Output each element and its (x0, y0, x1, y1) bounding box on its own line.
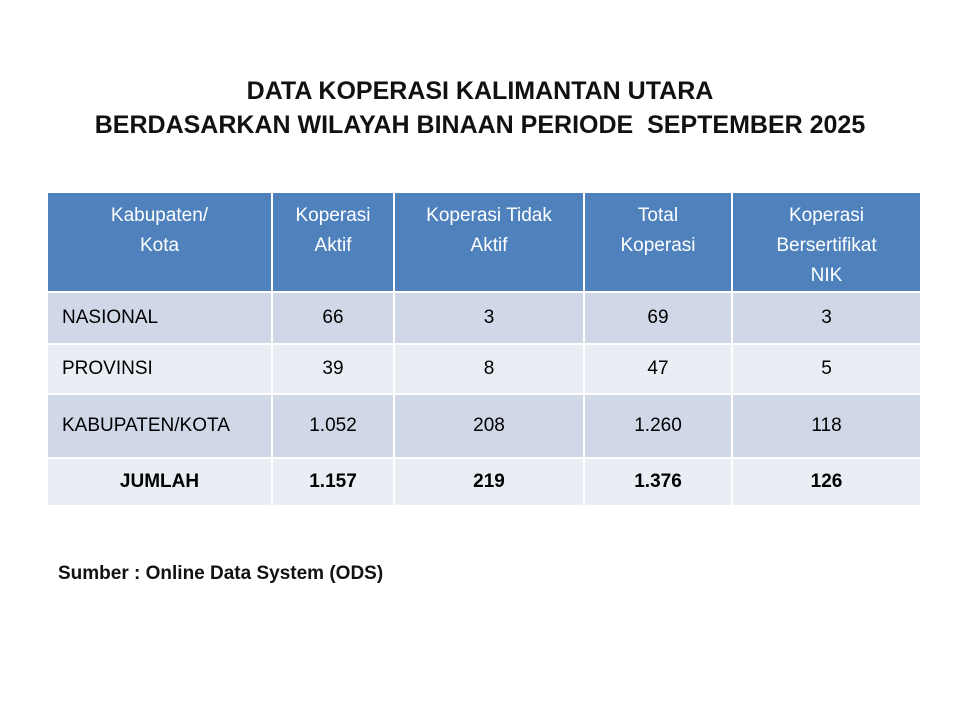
cell-aktif: 1.157 (272, 458, 394, 506)
cooperative-data-table (48, 193, 920, 507)
cell-tidak-aktif: 208 (394, 394, 584, 458)
cell-tidak-aktif: 219 (394, 458, 584, 506)
header-kabupaten-kota: Kabupaten/ Kota (48, 193, 272, 292)
cell-total: 47 (584, 344, 732, 394)
cell-nik: 3 (732, 292, 920, 344)
source-note: Sumber : Online Data System (ODS) (58, 563, 384, 584)
page-title (0, 74, 960, 142)
table-row (48, 394, 920, 458)
title-line-1: DATA KOPERASI KALIMANTAN UTARA (246, 77, 714, 105)
cell-wilayah: PROVINSI (48, 344, 272, 394)
cell-wilayah: JUMLAH (48, 458, 272, 506)
cell-tidak-aktif: 8 (394, 344, 584, 394)
cell-nik: 118 (732, 394, 920, 458)
header-koperasi-bersertifikat-nik: Koperasi Bersertifikat NIK (732, 193, 920, 292)
title-line-2: BERDASARKAN WILAYAH BINAAN PERIODE SEPTEMBER 2025 (94, 111, 866, 139)
cell-total: 1.376 (584, 458, 732, 506)
table-row (48, 292, 920, 344)
header-total-koperasi: Total Koperasi (584, 193, 732, 292)
cell-aktif: 39 (272, 344, 394, 394)
cell-aktif: 1.052 (272, 394, 394, 458)
cell-total: 69 (584, 292, 732, 344)
cell-aktif: 66 (272, 292, 394, 344)
table-row (48, 344, 920, 394)
header-koperasi-tidak-aktif: Koperasi Tidak Aktif (394, 193, 584, 292)
cell-nik: 5 (732, 344, 920, 394)
table-header-row (48, 193, 920, 292)
cell-wilayah: NASIONAL (48, 292, 272, 344)
cell-wilayah: KABUPATEN/KOTA (48, 394, 272, 458)
cell-total: 1.260 (584, 394, 732, 458)
table-row-total (48, 458, 920, 506)
cell-nik: 126 (732, 458, 920, 506)
header-koperasi-aktif: Koperasi Aktif (272, 193, 394, 292)
cell-tidak-aktif: 3 (394, 292, 584, 344)
